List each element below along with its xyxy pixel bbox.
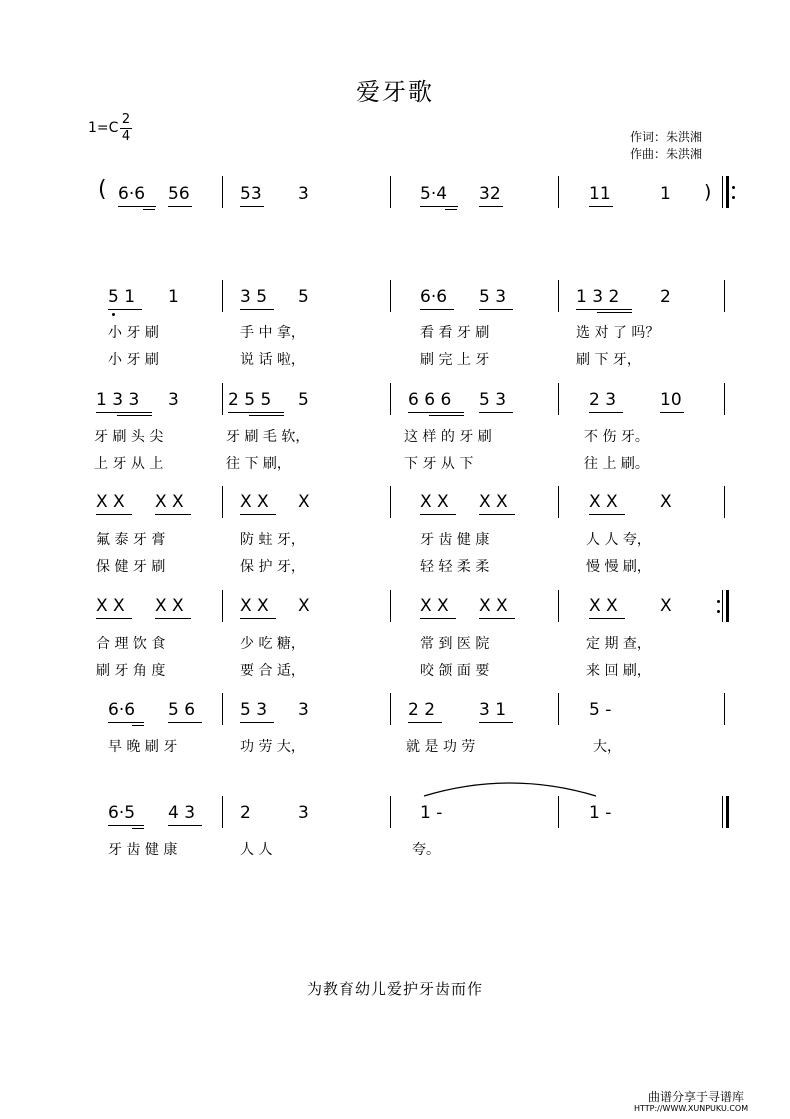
underline	[249, 415, 284, 416]
note-group: 6·5	[108, 803, 136, 823]
underline	[408, 722, 442, 723]
underline	[118, 206, 156, 207]
note-group: 1 -	[589, 803, 612, 823]
lyric: 人 人	[240, 842, 273, 858]
barline	[558, 590, 559, 622]
underline	[589, 618, 625, 619]
rhythm-group: X X	[155, 596, 184, 616]
note-group: 1 3 2	[576, 287, 620, 307]
underline	[429, 415, 464, 416]
lyric: 小 牙 刷	[108, 352, 159, 368]
note-group: 3	[168, 390, 179, 410]
lyric: 看 看 牙 刷	[420, 325, 490, 341]
underline	[408, 412, 464, 413]
barline	[222, 176, 223, 208]
barline	[558, 176, 559, 208]
underline	[479, 514, 515, 515]
lyric: 合 理 饮 食	[96, 636, 166, 652]
note-group: 6 6 6	[408, 390, 452, 410]
underline	[155, 514, 191, 515]
barline	[222, 383, 223, 415]
barline	[724, 280, 725, 312]
rhythm-group: X X	[589, 596, 618, 616]
underline	[589, 206, 613, 207]
rhythm-group: X X	[420, 492, 449, 512]
lyric: 手 中 拿，	[240, 325, 305, 341]
lyric: 说 话 啦，	[240, 352, 305, 368]
barline	[724, 383, 725, 415]
time-sig-bottom: 4	[121, 129, 131, 144]
note-group: 5 6	[168, 700, 196, 720]
underline	[168, 206, 192, 207]
barline	[558, 796, 559, 828]
lyric: 少 吃 糖，	[240, 636, 305, 652]
rhythm-group: X X	[420, 596, 449, 616]
lyric: 来 回 刷，	[586, 663, 651, 679]
rhythm-group: X	[660, 492, 672, 512]
lyric: 早 晚 刷 牙	[108, 739, 178, 755]
lyric: 人 人 夸，	[586, 532, 651, 548]
low-octave-dot	[112, 313, 115, 316]
underline	[589, 514, 625, 515]
underline	[155, 618, 191, 619]
note-group: 3 5	[240, 287, 268, 307]
note-group: 3	[298, 184, 309, 204]
underline	[96, 618, 132, 619]
rhythm-group: X X	[479, 492, 508, 512]
lyric: 不 伤 牙。	[584, 429, 649, 445]
rhythm-group: X	[298, 492, 310, 512]
lyric: 这 样 的 牙 刷	[404, 429, 492, 445]
lyric: 牙 刷 毛 软，	[226, 429, 310, 445]
underline	[589, 412, 623, 413]
barline	[222, 486, 223, 518]
barline	[390, 590, 391, 622]
lyric: 保 健 牙 刷	[96, 559, 166, 575]
barline	[390, 796, 391, 828]
repeat-dot	[732, 186, 735, 189]
open-paren: (	[98, 177, 107, 202]
note-group: 11	[589, 184, 611, 204]
lyric: 刷 完 上 牙	[420, 352, 490, 368]
underline	[108, 722, 144, 723]
lyric: 常 到 医 院	[420, 636, 490, 652]
repeat-dot	[717, 600, 720, 603]
note-group: 32	[479, 184, 501, 204]
note-group: 10	[660, 390, 682, 410]
source-credit: 曲谱分享于寻谱库	[648, 1090, 745, 1104]
barline	[390, 693, 391, 725]
lyric: 咬 颌 面 要	[420, 663, 490, 679]
time-sig-top: 2	[121, 112, 131, 127]
rhythm-group: X	[660, 596, 672, 616]
underline	[132, 828, 144, 829]
barline	[222, 796, 223, 828]
lyric: 要 合 适，	[240, 663, 305, 679]
note-group: 6·6	[118, 184, 146, 204]
underline	[108, 825, 144, 826]
underline	[479, 412, 513, 413]
lyric: 大，	[593, 739, 621, 755]
underline	[479, 618, 515, 619]
note-group: 1 -	[420, 803, 443, 823]
barline	[724, 693, 725, 725]
note-group: 5·4	[420, 184, 448, 204]
lyric: 功 劳 大，	[240, 739, 305, 755]
note-group: 5	[298, 390, 309, 410]
note-group: 2 2	[408, 700, 436, 720]
lyric: 牙 刷 头 尖	[94, 429, 164, 445]
barline	[558, 383, 559, 415]
end-repeat-barline-thick	[726, 590, 729, 622]
repeat-barline-thin	[722, 176, 723, 208]
lyric: 牙 齿 健 康	[420, 532, 490, 548]
close-paren: )	[704, 181, 712, 203]
footer-note: 为教育幼儿爱护牙齿而作	[306, 980, 483, 998]
lyricist: 作词：朱洪湘	[630, 130, 703, 144]
lyric: 上 牙 从 上	[94, 456, 164, 472]
underline	[117, 415, 152, 416]
note-group: 53	[240, 184, 262, 204]
underline	[96, 412, 152, 413]
underline	[168, 825, 202, 826]
underline	[420, 309, 454, 310]
barline	[724, 486, 725, 518]
note-group: 2	[660, 287, 671, 307]
rhythm-group: X X	[155, 492, 184, 512]
underline	[168, 722, 202, 723]
note-group: 56	[168, 184, 190, 204]
note-group: 2 5 5	[228, 390, 272, 410]
note-group: 5 1	[108, 287, 136, 307]
time-signature	[120, 112, 132, 145]
note-group: 2 3	[589, 390, 617, 410]
lyric: 刷 牙 角 度	[96, 663, 166, 679]
lyric: 防 蛀 牙，	[240, 532, 305, 548]
note-group: 6·6	[108, 700, 136, 720]
underline	[576, 309, 632, 310]
end-repeat-barline-thin	[722, 590, 723, 622]
lyric: 夸。	[412, 842, 440, 858]
lyric: 就 是 功 劳	[406, 739, 476, 755]
lyric: 氟 泰 牙 膏	[96, 532, 166, 548]
barline	[558, 280, 559, 312]
barline	[390, 280, 391, 312]
key-signature: 1=C	[88, 120, 119, 136]
repeat-dot	[717, 610, 720, 613]
underline	[479, 722, 513, 723]
barline	[222, 693, 223, 725]
lyric: 保 护 牙，	[240, 559, 305, 575]
note-group: 5 3	[479, 390, 507, 410]
note-group: 1	[660, 184, 671, 204]
rhythm-group: X X	[589, 492, 618, 512]
lyric: 轻 轻 柔 柔	[420, 559, 490, 575]
underline	[479, 206, 503, 207]
underline	[660, 412, 684, 413]
source-url[interactable]: HTTP://WWW.XUNPUKU.COM	[634, 1104, 749, 1113]
note-group: 2	[240, 803, 251, 823]
barline	[558, 693, 559, 725]
rhythm-group: X X	[96, 596, 125, 616]
lyric: 往 下 刷，	[226, 456, 291, 472]
underline	[240, 514, 276, 515]
note-group: 1	[168, 287, 179, 307]
underline	[108, 309, 142, 310]
underline	[420, 618, 456, 619]
rhythm-group: X X	[479, 596, 508, 616]
repeat-barline-thick	[726, 176, 729, 208]
note-group: 5 -	[589, 700, 612, 720]
note-group: 3	[298, 700, 309, 720]
lyric: 慢 慢 刷，	[586, 559, 651, 575]
barline	[390, 383, 391, 415]
underline	[240, 722, 274, 723]
underline	[240, 618, 276, 619]
lyric: 定 期 查，	[586, 636, 651, 652]
barline	[558, 486, 559, 518]
underline	[143, 209, 155, 210]
underline	[228, 412, 284, 413]
note-group: 5 3	[240, 700, 268, 720]
barline	[222, 280, 223, 312]
barline	[222, 590, 223, 622]
note-group: 1 3 3	[96, 390, 140, 410]
lyric: 刷 下 牙，	[576, 352, 641, 368]
rhythm-group: X X	[240, 492, 269, 512]
note-group: 3	[298, 803, 309, 823]
lyric: 小 牙 刷	[108, 325, 159, 341]
underline	[240, 309, 274, 310]
underline	[96, 514, 132, 515]
note-group: 5	[298, 287, 309, 307]
rhythm-group: X X	[240, 596, 269, 616]
song-title: 爱牙歌	[356, 78, 434, 106]
lyric: 牙 齿 健 康	[108, 842, 178, 858]
note-group: 6·6	[420, 287, 448, 307]
underline	[132, 725, 144, 726]
final-barline-thin	[722, 796, 723, 828]
underline	[597, 312, 632, 313]
barline	[390, 176, 391, 208]
lyric: 下 牙 从 下	[404, 456, 474, 472]
final-barline-thick	[726, 796, 729, 828]
rhythm-group: X X	[96, 492, 125, 512]
barline	[390, 486, 391, 518]
underline	[420, 206, 458, 207]
tie-arc	[420, 776, 600, 798]
repeat-dot	[732, 196, 735, 199]
underline	[420, 514, 456, 515]
underline	[445, 209, 457, 210]
lyric: 选 对 了 吗？	[576, 325, 660, 341]
composer: 作曲：朱洪湘	[630, 147, 703, 161]
note-group: 4 3	[168, 803, 196, 823]
underline	[240, 206, 264, 207]
rhythm-group: X	[298, 596, 310, 616]
underline	[479, 309, 513, 310]
note-group: 3 1	[479, 700, 507, 720]
lyric: 往 上 刷。	[584, 456, 649, 472]
note-group: 5 3	[479, 287, 507, 307]
